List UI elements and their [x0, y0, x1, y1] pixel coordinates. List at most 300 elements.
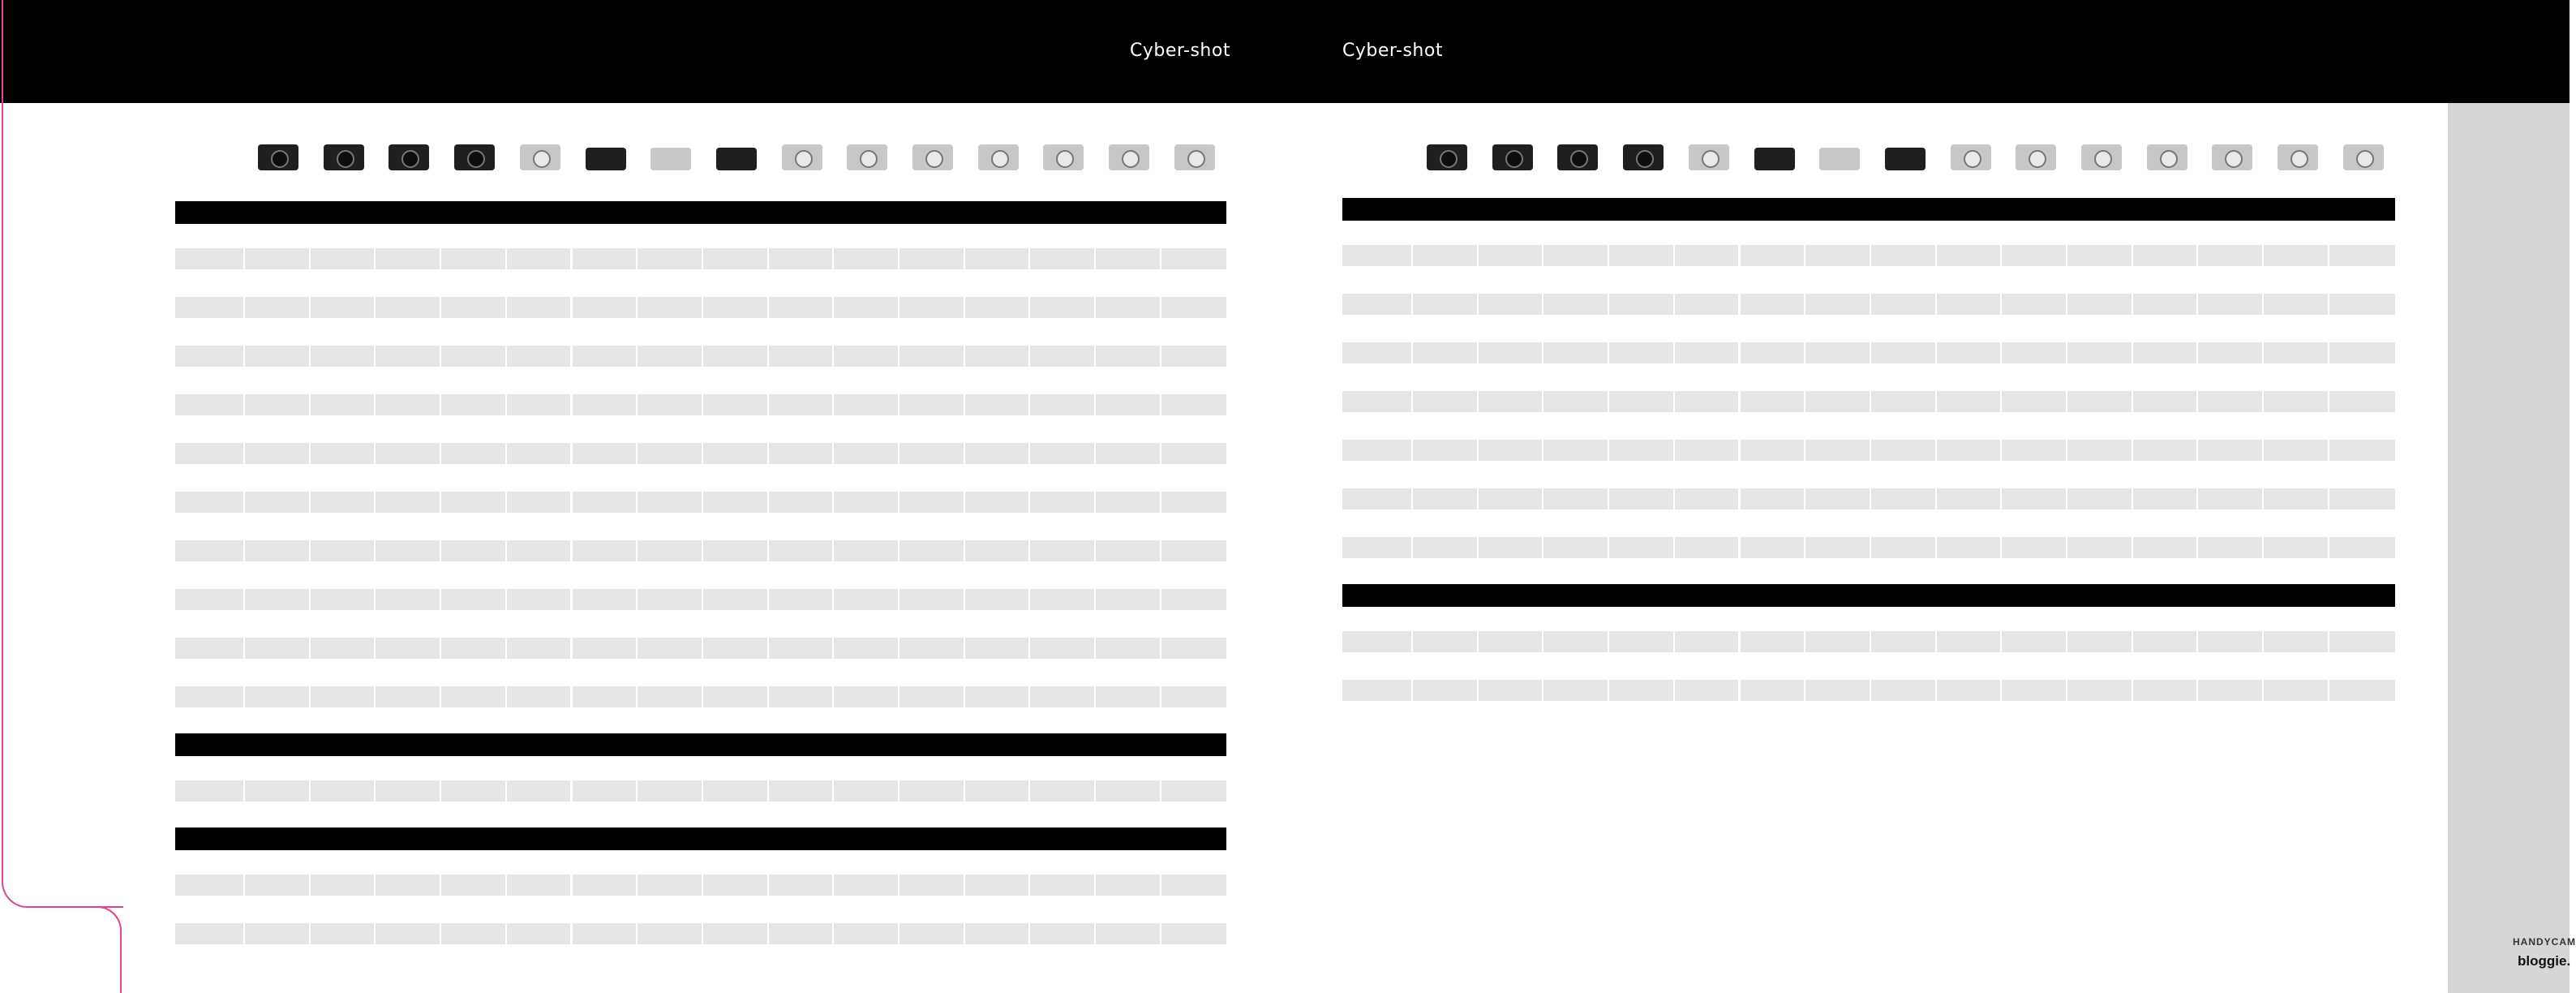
table-cell	[2329, 245, 2395, 266]
table-cell	[1161, 346, 1226, 367]
table-cell	[1937, 440, 2001, 461]
table-cell	[441, 248, 505, 269]
table-cell	[1161, 780, 1226, 802]
table-cell	[1675, 537, 1739, 558]
table-cell	[1609, 537, 1673, 558]
table-cell	[573, 540, 637, 561]
table-cell	[1805, 631, 1870, 652]
table-cell	[769, 875, 833, 896]
table-cell	[245, 686, 309, 707]
camera-icon	[912, 144, 953, 170]
table-cell	[1609, 680, 1673, 701]
table-cell	[638, 540, 702, 561]
table-cell	[1543, 631, 1608, 652]
table-row	[1342, 488, 2395, 509]
table-row	[175, 540, 1226, 561]
table-cell	[245, 443, 309, 464]
row-label-cell	[1342, 537, 1411, 558]
table-cell	[573, 638, 637, 659]
table-cell	[2067, 440, 2132, 461]
table-cell	[1871, 537, 1935, 558]
table-cell	[1937, 488, 2001, 509]
table-cell	[441, 638, 505, 659]
table-cell	[1030, 780, 1094, 802]
table-cell	[311, 346, 375, 367]
table-cell	[1805, 680, 1870, 701]
table-cell	[245, 248, 309, 269]
table-cell	[2067, 342, 2132, 363]
table-cell	[1675, 294, 1739, 315]
table-cell	[1675, 488, 1739, 509]
table-cell	[703, 780, 767, 802]
table-cell	[703, 923, 767, 944]
row-label-cell	[175, 686, 243, 707]
table-cell	[1030, 638, 1094, 659]
table-cell	[376, 589, 440, 610]
table-cell	[1609, 342, 1673, 363]
brand-logo-left: Cyber-shot	[1130, 41, 1230, 61]
table-cell	[1805, 245, 1870, 266]
table-cell	[1609, 488, 1673, 509]
table-cell	[769, 638, 833, 659]
table-cell	[1096, 394, 1160, 415]
table-cell	[1741, 391, 1805, 412]
camera-lens-icon	[925, 150, 943, 168]
table-cell	[2067, 294, 2132, 315]
table-cell	[703, 492, 767, 513]
camera-lens-icon	[2029, 150, 2046, 168]
table-cell	[245, 394, 309, 415]
table-cell	[1161, 443, 1226, 464]
table-cell	[441, 875, 505, 896]
table-cell	[376, 248, 440, 269]
camera-lens-icon	[860, 150, 878, 168]
table-cell	[1741, 680, 1805, 701]
table-cell	[507, 297, 571, 318]
camera-lens-icon	[1636, 150, 1654, 168]
table-cell	[2264, 245, 2328, 266]
table-row	[1342, 537, 2395, 558]
table-cell	[1741, 440, 1805, 461]
camera-icon	[2016, 144, 2056, 170]
table-cell	[1413, 342, 1477, 363]
table-cell	[376, 540, 440, 561]
table-cell	[965, 589, 1029, 610]
table-cell	[1161, 297, 1226, 318]
table-cell	[638, 686, 702, 707]
table-row	[175, 297, 1226, 318]
table-row	[1342, 342, 2395, 363]
table-cell	[2067, 631, 2132, 652]
table-cell	[1609, 631, 1673, 652]
table-cell	[1543, 680, 1608, 701]
camera-lens-icon	[1570, 150, 1588, 168]
table-cell	[965, 923, 1029, 944]
table-cell	[441, 492, 505, 513]
table-cell	[1805, 294, 1870, 315]
table-cell	[2133, 294, 2197, 315]
camera-icon	[1174, 144, 1215, 170]
table-cell	[899, 540, 964, 561]
table-cell	[965, 297, 1029, 318]
table-cell	[965, 443, 1029, 464]
section-header-bar	[175, 733, 1226, 756]
table-cell	[703, 638, 767, 659]
table-cell	[769, 923, 833, 944]
table-cell	[1479, 342, 1543, 363]
table-cell	[2329, 488, 2395, 509]
table-cell	[1871, 294, 1935, 315]
table-cell	[1871, 440, 1935, 461]
table-cell	[1413, 440, 1477, 461]
camera-icon	[1109, 144, 1149, 170]
camera-icon	[1819, 148, 1860, 170]
table-cell	[899, 394, 964, 415]
table-cell	[638, 923, 702, 944]
table-cell	[1675, 680, 1739, 701]
table-cell	[1675, 342, 1739, 363]
table-cell	[2264, 631, 2328, 652]
camera-icon	[389, 144, 429, 170]
camera-icon	[258, 144, 298, 170]
table-cell	[245, 297, 309, 318]
camera-icon	[782, 144, 822, 170]
camera-lens-icon	[1187, 150, 1205, 168]
table-cell	[1096, 686, 1160, 707]
table-cell	[899, 492, 964, 513]
table-cell	[1161, 248, 1226, 269]
table-cell	[2133, 440, 2197, 461]
table-cell	[2067, 245, 2132, 266]
table-cell	[638, 443, 702, 464]
table-cell	[899, 248, 964, 269]
table-cell	[441, 297, 505, 318]
camera-lens-icon	[467, 150, 485, 168]
table-cell	[573, 297, 637, 318]
row-label-cell	[1342, 245, 1411, 266]
table-cell	[769, 686, 833, 707]
table-cell	[2264, 440, 2328, 461]
table-cell	[2067, 680, 2132, 701]
table-cell	[1030, 540, 1094, 561]
table-cell	[965, 248, 1029, 269]
table-row	[1342, 245, 2395, 266]
table-cell	[638, 248, 702, 269]
table-cell	[573, 589, 637, 610]
table-cell	[311, 638, 375, 659]
accent-line	[2, 0, 3, 103]
table-cell	[1543, 440, 1608, 461]
row-label-cell	[175, 297, 243, 318]
table-row	[175, 248, 1226, 269]
table-cell	[573, 346, 637, 367]
table-cell	[311, 875, 375, 896]
table-cell	[834, 686, 898, 707]
table-cell	[2133, 391, 2197, 412]
camera-lens-icon	[337, 150, 354, 168]
table-cell	[573, 394, 637, 415]
table-cell	[834, 248, 898, 269]
table-cell	[834, 589, 898, 610]
table-cell	[2133, 631, 2197, 652]
page-edge-curve	[97, 906, 122, 993]
table-cell	[1096, 492, 1160, 513]
table-cell	[1030, 923, 1094, 944]
table-row	[175, 780, 1226, 802]
table-cell	[441, 540, 505, 561]
table-cell	[507, 540, 571, 561]
table-cell	[507, 638, 571, 659]
camera-lens-icon	[533, 150, 551, 168]
table-cell	[311, 492, 375, 513]
table-cell	[834, 875, 898, 896]
row-label-cell	[1342, 391, 1411, 412]
camera-icon	[716, 148, 757, 170]
table-cell	[376, 297, 440, 318]
table-cell	[1805, 488, 1870, 509]
table-cell	[2329, 391, 2395, 412]
table-cell	[769, 492, 833, 513]
table-cell	[2264, 391, 2328, 412]
table-cell	[311, 780, 375, 802]
handycam-logo: HANDYCAM	[2513, 936, 2576, 948]
camera-icon	[1885, 148, 1926, 170]
table-cell	[899, 589, 964, 610]
camera-icon	[520, 144, 560, 170]
table-cell	[769, 297, 833, 318]
table-cell	[1161, 492, 1226, 513]
section-header-bar	[1342, 584, 2395, 607]
table-cell	[376, 443, 440, 464]
table-cell	[2329, 680, 2395, 701]
row-label-cell	[175, 248, 243, 269]
camera-lens-icon	[2356, 150, 2374, 168]
table-cell	[1675, 245, 1739, 266]
table-cell	[1741, 537, 1805, 558]
table-cell	[2198, 440, 2262, 461]
table-cell	[507, 923, 571, 944]
table-cell	[1805, 440, 1870, 461]
table-cell	[1741, 488, 1805, 509]
row-label-cell	[175, 394, 243, 415]
table-cell	[507, 492, 571, 513]
table-cell	[1937, 391, 2001, 412]
table-cell	[2198, 391, 2262, 412]
table-cell	[1161, 394, 1226, 415]
camera-icon	[324, 144, 364, 170]
table-cell	[245, 492, 309, 513]
table-cell	[573, 875, 637, 896]
table-cell	[834, 780, 898, 802]
table-cell	[2002, 537, 2066, 558]
camera-lens-icon	[1122, 150, 1140, 168]
table-cell	[1675, 631, 1739, 652]
row-label-cell	[175, 780, 243, 802]
table-cell	[899, 875, 964, 896]
table-cell	[441, 589, 505, 610]
camera-lens-icon	[271, 150, 289, 168]
table-cell	[638, 346, 702, 367]
table-cell	[1096, 248, 1160, 269]
table-cell	[2002, 680, 2066, 701]
table-cell	[1937, 245, 2001, 266]
table-cell	[1675, 440, 1739, 461]
table-cell	[834, 540, 898, 561]
table-cell	[638, 492, 702, 513]
table-cell	[965, 780, 1029, 802]
table-cell	[2329, 294, 2395, 315]
table-cell	[1096, 923, 1160, 944]
table-cell	[899, 686, 964, 707]
table-cell	[965, 686, 1029, 707]
table-cell	[638, 589, 702, 610]
table-cell	[965, 394, 1029, 415]
table-cell	[1413, 631, 1477, 652]
table-cell	[1161, 540, 1226, 561]
table-cell	[376, 875, 440, 896]
table-cell	[1096, 780, 1160, 802]
table-cell	[2198, 342, 2262, 363]
row-label-cell	[175, 346, 243, 367]
table-cell	[1479, 440, 1543, 461]
row-label-cell	[175, 492, 243, 513]
table-cell	[1479, 680, 1543, 701]
table-cell	[2264, 537, 2328, 558]
table-cell	[1161, 875, 1226, 896]
table-cell	[2133, 245, 2197, 266]
table-cell	[2329, 631, 2395, 652]
table-row	[175, 492, 1226, 513]
table-cell	[703, 540, 767, 561]
table-cell	[1479, 631, 1543, 652]
row-label-cell	[175, 540, 243, 561]
row-label-cell	[175, 443, 243, 464]
table-cell	[441, 394, 505, 415]
table-cell	[311, 248, 375, 269]
table-cell	[2067, 488, 2132, 509]
table-cell	[638, 780, 702, 802]
row-label-cell	[175, 875, 243, 896]
table-cell	[2002, 294, 2066, 315]
table-cell	[703, 248, 767, 269]
table-cell	[1871, 631, 1935, 652]
camera-lens-icon	[2160, 150, 2178, 168]
table-cell	[376, 638, 440, 659]
table-cell	[245, 780, 309, 802]
table-cell	[507, 248, 571, 269]
table-cell	[769, 346, 833, 367]
table-cell	[1413, 294, 1477, 315]
table-cell	[2198, 294, 2262, 315]
row-label-cell	[1342, 440, 1411, 461]
table-cell	[965, 492, 1029, 513]
camera-icon	[1689, 144, 1729, 170]
table-cell	[2002, 440, 2066, 461]
row-label-cell	[1342, 680, 1411, 701]
header-bar	[0, 0, 2570, 103]
table-cell	[507, 589, 571, 610]
camera-icon	[2278, 144, 2318, 170]
table-cell	[507, 686, 571, 707]
brand-logo-right: Cyber-shot	[1342, 41, 1443, 61]
table-cell	[703, 875, 767, 896]
table-cell	[2067, 537, 2132, 558]
table-row	[1342, 294, 2395, 315]
table-cell	[573, 443, 637, 464]
table-cell	[834, 492, 898, 513]
table-cell	[965, 346, 1029, 367]
table-cell	[1871, 342, 1935, 363]
table-cell	[769, 780, 833, 802]
table-cell	[2002, 342, 2066, 363]
table-cell	[703, 686, 767, 707]
table-cell	[2264, 488, 2328, 509]
table-cell	[441, 686, 505, 707]
table-cell	[1030, 297, 1094, 318]
table-cell	[899, 346, 964, 367]
camera-icon	[2147, 144, 2187, 170]
table-cell	[1096, 540, 1160, 561]
table-cell	[638, 297, 702, 318]
section-header-bar	[175, 201, 1226, 224]
table-cell	[573, 492, 637, 513]
table-cell	[573, 780, 637, 802]
table-cell	[2198, 537, 2262, 558]
table-cell	[1096, 875, 1160, 896]
table-cell	[1805, 342, 1870, 363]
table-cell	[441, 443, 505, 464]
table-cell	[703, 394, 767, 415]
table-cell	[899, 443, 964, 464]
table-cell	[1543, 294, 1608, 315]
table-cell	[441, 923, 505, 944]
table-cell	[1030, 394, 1094, 415]
table-cell	[376, 780, 440, 802]
table-cell	[1161, 686, 1226, 707]
camera-icon	[1754, 148, 1795, 170]
table-cell	[507, 780, 571, 802]
table-cell	[1543, 245, 1608, 266]
table-cell	[965, 875, 1029, 896]
table-cell	[1543, 342, 1608, 363]
table-cell	[703, 443, 767, 464]
table-cell	[1741, 294, 1805, 315]
table-cell	[311, 923, 375, 944]
table-cell	[1161, 923, 1226, 944]
table-cell	[769, 394, 833, 415]
table-cell	[834, 297, 898, 318]
table-row	[175, 589, 1226, 610]
camera-icon	[1951, 144, 1991, 170]
camera-icon	[1557, 144, 1598, 170]
table-cell	[703, 346, 767, 367]
table-cell	[1871, 488, 1935, 509]
table-cell	[1413, 488, 1477, 509]
camera-icon	[2343, 144, 2384, 170]
table-cell	[1543, 488, 1608, 509]
table-row	[1342, 391, 2395, 412]
camera-lens-icon	[991, 150, 1009, 168]
table-cell	[1543, 537, 1608, 558]
table-cell	[573, 686, 637, 707]
table-cell	[2329, 440, 2395, 461]
table-row	[175, 443, 1226, 464]
camera-icon	[1427, 144, 1467, 170]
section-header-bar	[1342, 198, 2395, 221]
table-cell	[2133, 342, 2197, 363]
table-cell	[1096, 297, 1160, 318]
table-cell	[1413, 245, 1477, 266]
